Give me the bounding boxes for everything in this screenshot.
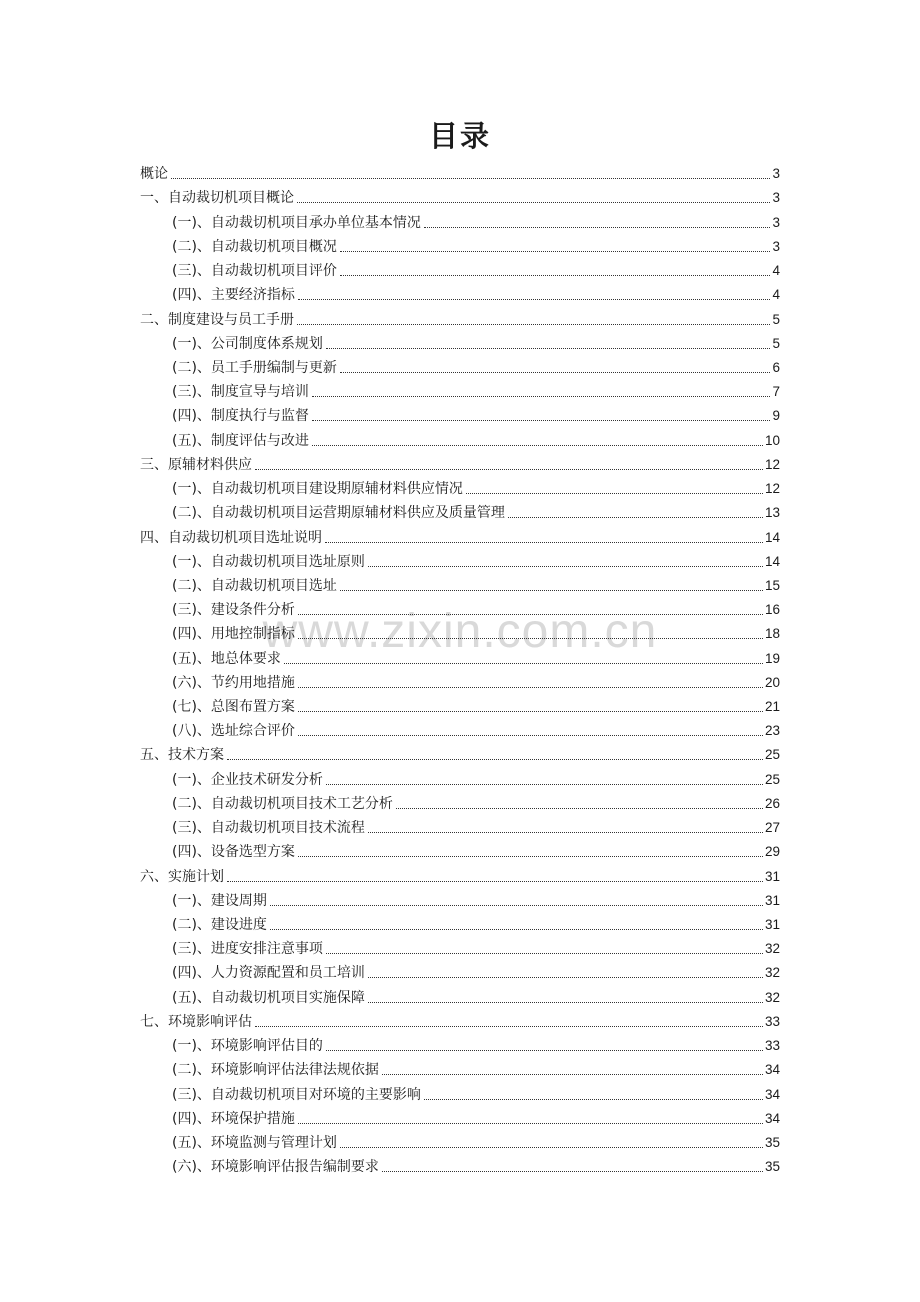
toc-entry-title: (一)、自动裁切机项目选址原则 [172,553,365,570]
toc-entry-title: 三、原辅材料供应 [140,456,252,473]
toc-entry-title: 概论 [140,166,168,183]
toc-entry-title: (四)、制度执行与监督 [172,408,309,425]
toc-entry[interactable] [140,790,780,814]
toc-entry[interactable] [140,1032,780,1056]
toc-entry-page-number: 31 [764,892,780,908]
dot-leader [340,590,763,591]
toc-entry-title: (三)、自动裁切机项目技术流程 [172,820,365,837]
toc-entry-title: (三)、自动裁切机项目评价 [172,263,337,280]
toc-entry-page-number: 20 [764,674,780,690]
dot-leader [298,735,763,736]
toc-entry-title: (一)、公司制度体系规划 [172,335,323,352]
dot-leader [326,784,763,785]
toc-entry[interactable] [140,814,780,838]
toc-entry-title: (二)、环境影响评估法律法规依据 [172,1062,379,1079]
toc-entry-title: (一)、企业技术研发分析 [172,771,323,788]
dot-leader [340,372,771,373]
toc-entry-title: (五)、制度评估与改进 [172,432,309,449]
table-of-contents [140,160,780,1177]
toc-entry-title: 二、制度建设与员工手册 [140,311,294,328]
dot-leader [298,614,763,615]
dot-leader [171,178,770,179]
toc-entry-title: (六)、环境影响评估报告编制要求 [172,1159,379,1176]
toc-entry-page-number: 5 [772,335,780,351]
toc-entry-page-number: 29 [764,844,780,860]
toc-entry-page-number: 4 [772,263,780,279]
dot-leader [382,1074,763,1075]
toc-entry[interactable] [140,644,780,668]
toc-entry-title: (八)、选址综合评价 [172,723,295,740]
toc-entry-page-number: 32 [764,965,780,981]
toc-entry-page-number: 35 [764,1134,780,1150]
dot-leader [368,832,763,833]
dot-leader [340,1147,763,1148]
dot-leader [396,808,763,809]
toc-entry[interactable] [140,184,780,208]
dot-leader [508,517,763,518]
toc-entry[interactable] [140,305,780,329]
dot-leader [340,251,771,252]
toc-entry-page-number: 14 [764,529,780,545]
toc-entry[interactable] [140,1105,780,1129]
toc-entry-title: (三)、进度安排注意事项 [172,941,323,958]
toc-entry[interactable] [140,160,780,184]
dot-leader [255,1026,763,1027]
toc-entry[interactable] [140,451,780,475]
toc-entry[interactable] [140,935,780,959]
toc-entry[interactable] [140,208,780,232]
toc-entry-title: 一、自动裁切机项目概论 [140,190,294,207]
toc-entry-title: (二)、自动裁切机项目概况 [172,238,337,255]
toc-entry-page-number: 3 [772,166,780,182]
toc-entry[interactable] [140,1129,780,1153]
toc-entry-page-number: 32 [764,941,780,957]
toc-entry[interactable] [140,402,780,426]
dot-leader [255,469,763,470]
dot-leader [326,953,763,954]
dot-leader [368,977,763,978]
toc-entry-title: (四)、人力资源配置和员工培训 [172,965,365,982]
toc-entry-title: (二)、建设进度 [172,917,267,933]
dot-leader [326,1050,763,1051]
toc-entry-page-number: 3 [772,214,780,230]
toc-entry-page-number: 6 [772,359,780,375]
toc-entry-page-number: 32 [764,989,780,1005]
toc-entry-page-number: 21 [764,699,780,715]
toc-entry-page-number: 3 [772,238,780,254]
toc-entry[interactable] [140,887,780,911]
toc-entry-page-number: 12 [764,481,780,497]
toc-entry-title: (六)、节约用地措施 [172,674,295,691]
toc-entry[interactable] [140,233,780,257]
dot-leader [298,638,763,639]
toc-entry-page-number: 34 [764,1062,780,1078]
toc-entry[interactable] [140,572,780,596]
dot-leader [298,856,763,857]
toc-entry-page-number: 7 [772,384,780,400]
dot-leader [298,711,763,712]
toc-entry-page-number: 25 [764,747,780,763]
toc-entry-page-number: 23 [764,723,780,739]
toc-entry-title: 七、环境影响评估 [140,1013,252,1030]
toc-entry-page-number: 27 [764,820,780,836]
dot-leader [368,566,763,567]
toc-entry-page-number: 31 [764,868,780,884]
dot-leader [297,324,770,325]
toc-entry-page-number: 15 [764,577,780,593]
toc-entry[interactable] [140,741,780,765]
toc-entry-title: 四、自动裁切机项目选址说明 [140,529,322,546]
toc-entry-title: (二)、自动裁切机项目选址 [172,577,337,594]
toc-entry-title: (二)、自动裁切机项目运营期原辅材料供应及质量管理 [172,505,505,522]
toc-entry[interactable] [140,717,780,741]
toc-entry-title: (五)、自动裁切机项目实施保障 [172,989,365,1006]
toc-entry-page-number: 25 [764,771,780,787]
dot-leader [340,275,771,276]
toc-entry-page-number: 34 [764,1110,780,1126]
page-title: 目录 [428,119,491,153]
dot-leader [270,929,763,930]
toc-entry-title: (四)、环境保护措施 [172,1110,295,1127]
toc-entry[interactable] [140,1056,780,1080]
toc-entry-title: (五)、地总体要求 [172,650,281,667]
dot-leader [284,663,763,664]
toc-entry-title: (三)、制度宣导与培训 [172,384,309,401]
dot-leader [424,1099,763,1100]
dot-leader [368,1002,763,1003]
dot-leader [312,396,771,397]
toc-entry-page-number: 18 [764,626,780,642]
toc-entry[interactable] [140,1008,780,1032]
toc-entry[interactable] [140,693,780,717]
toc-entry[interactable] [140,620,780,644]
toc-entry-title: (一)、自动裁切机项目建设期原辅材料供应情况 [172,481,463,498]
toc-entry[interactable] [140,548,780,572]
toc-entry-page-number: 13 [764,505,780,521]
toc-entry-title: (四)、用地控制指标 [172,626,295,643]
watermark: www.zixin.com.cn [262,605,658,658]
toc-entry-page-number: 14 [764,553,780,569]
toc-entry[interactable] [140,281,780,305]
toc-entry[interactable] [140,838,780,862]
toc-entry-page-number: 31 [764,917,780,932]
toc-entry-title: (四)、主要经济指标 [172,287,295,304]
toc-entry[interactable] [140,959,780,983]
dot-leader [326,348,771,349]
toc-entry-page-number: 9 [772,408,780,424]
dot-leader [424,227,771,228]
toc-entry[interactable] [140,378,780,402]
toc-entry[interactable] [140,354,780,378]
toc-entry-page-number: 26 [764,795,780,811]
dot-leader [312,420,771,421]
toc-entry-page-number: 34 [764,1086,780,1102]
toc-entry-page-number: 16 [764,602,780,618]
toc-entry-page-number: 3 [772,190,780,206]
toc-entry[interactable] [140,669,780,693]
toc-entry-page-number: 35 [764,1159,780,1175]
dot-leader [466,493,763,494]
toc-entry[interactable] [140,499,780,523]
toc-entry-title: 六、实施计划 [140,868,224,885]
toc-entry-title: 五、技术方案 [140,747,224,764]
toc-entry-page-number: 4 [772,287,780,303]
dot-leader [312,445,763,446]
toc-entry-page-number: 5 [772,311,780,327]
toc-entry[interactable] [140,862,780,886]
toc-entry[interactable] [140,911,780,935]
toc-entry[interactable] [140,426,780,450]
toc-entry[interactable] [140,330,780,354]
toc-entry-page-number: 33 [764,1013,780,1029]
dot-leader [298,299,771,300]
toc-entry-title: (四)、设备选型方案 [172,844,295,861]
toc-entry-title: (三)、自动裁切机项目对环境的主要影响 [172,1086,421,1103]
toc-entry-title: (五)、环境监测与管理计划 [172,1134,337,1151]
dot-leader [227,759,763,760]
toc-entry-title: (一)、自动裁切机项目承办单位基本情况 [172,214,421,231]
toc-entry[interactable] [140,983,780,1007]
dot-leader [227,881,763,882]
toc-entry-title: (三)、建设条件分析 [172,602,295,619]
dot-leader [297,202,770,203]
toc-entry[interactable] [140,523,780,547]
toc-entry[interactable] [140,765,780,789]
toc-entry-title: (一)、环境影响评估目的 [172,1038,323,1055]
toc-entry-title: (二)、员工手册编制与更新 [172,359,337,376]
toc-entry[interactable] [140,596,780,620]
dot-leader [270,905,763,906]
toc-entry-page-number: 33 [764,1038,780,1054]
toc-entry[interactable] [140,1153,780,1177]
toc-entry[interactable] [140,257,780,281]
dot-leader [325,542,763,543]
toc-entry[interactable] [140,475,780,499]
toc-entry-title: (一)、建设周期 [172,892,267,909]
toc-entry-title: (二)、自动裁切机项目技术工艺分析 [172,795,393,812]
dot-leader [298,687,763,688]
toc-entry-page-number: 10 [764,432,780,448]
dot-leader [298,1123,763,1124]
toc-entry[interactable] [140,1080,780,1104]
toc-entry-page-number: 19 [764,650,780,666]
toc-entry-title: (七)、总图布置方案 [172,699,295,716]
dot-leader [382,1171,763,1172]
toc-entry-page-number: 12 [764,456,780,472]
